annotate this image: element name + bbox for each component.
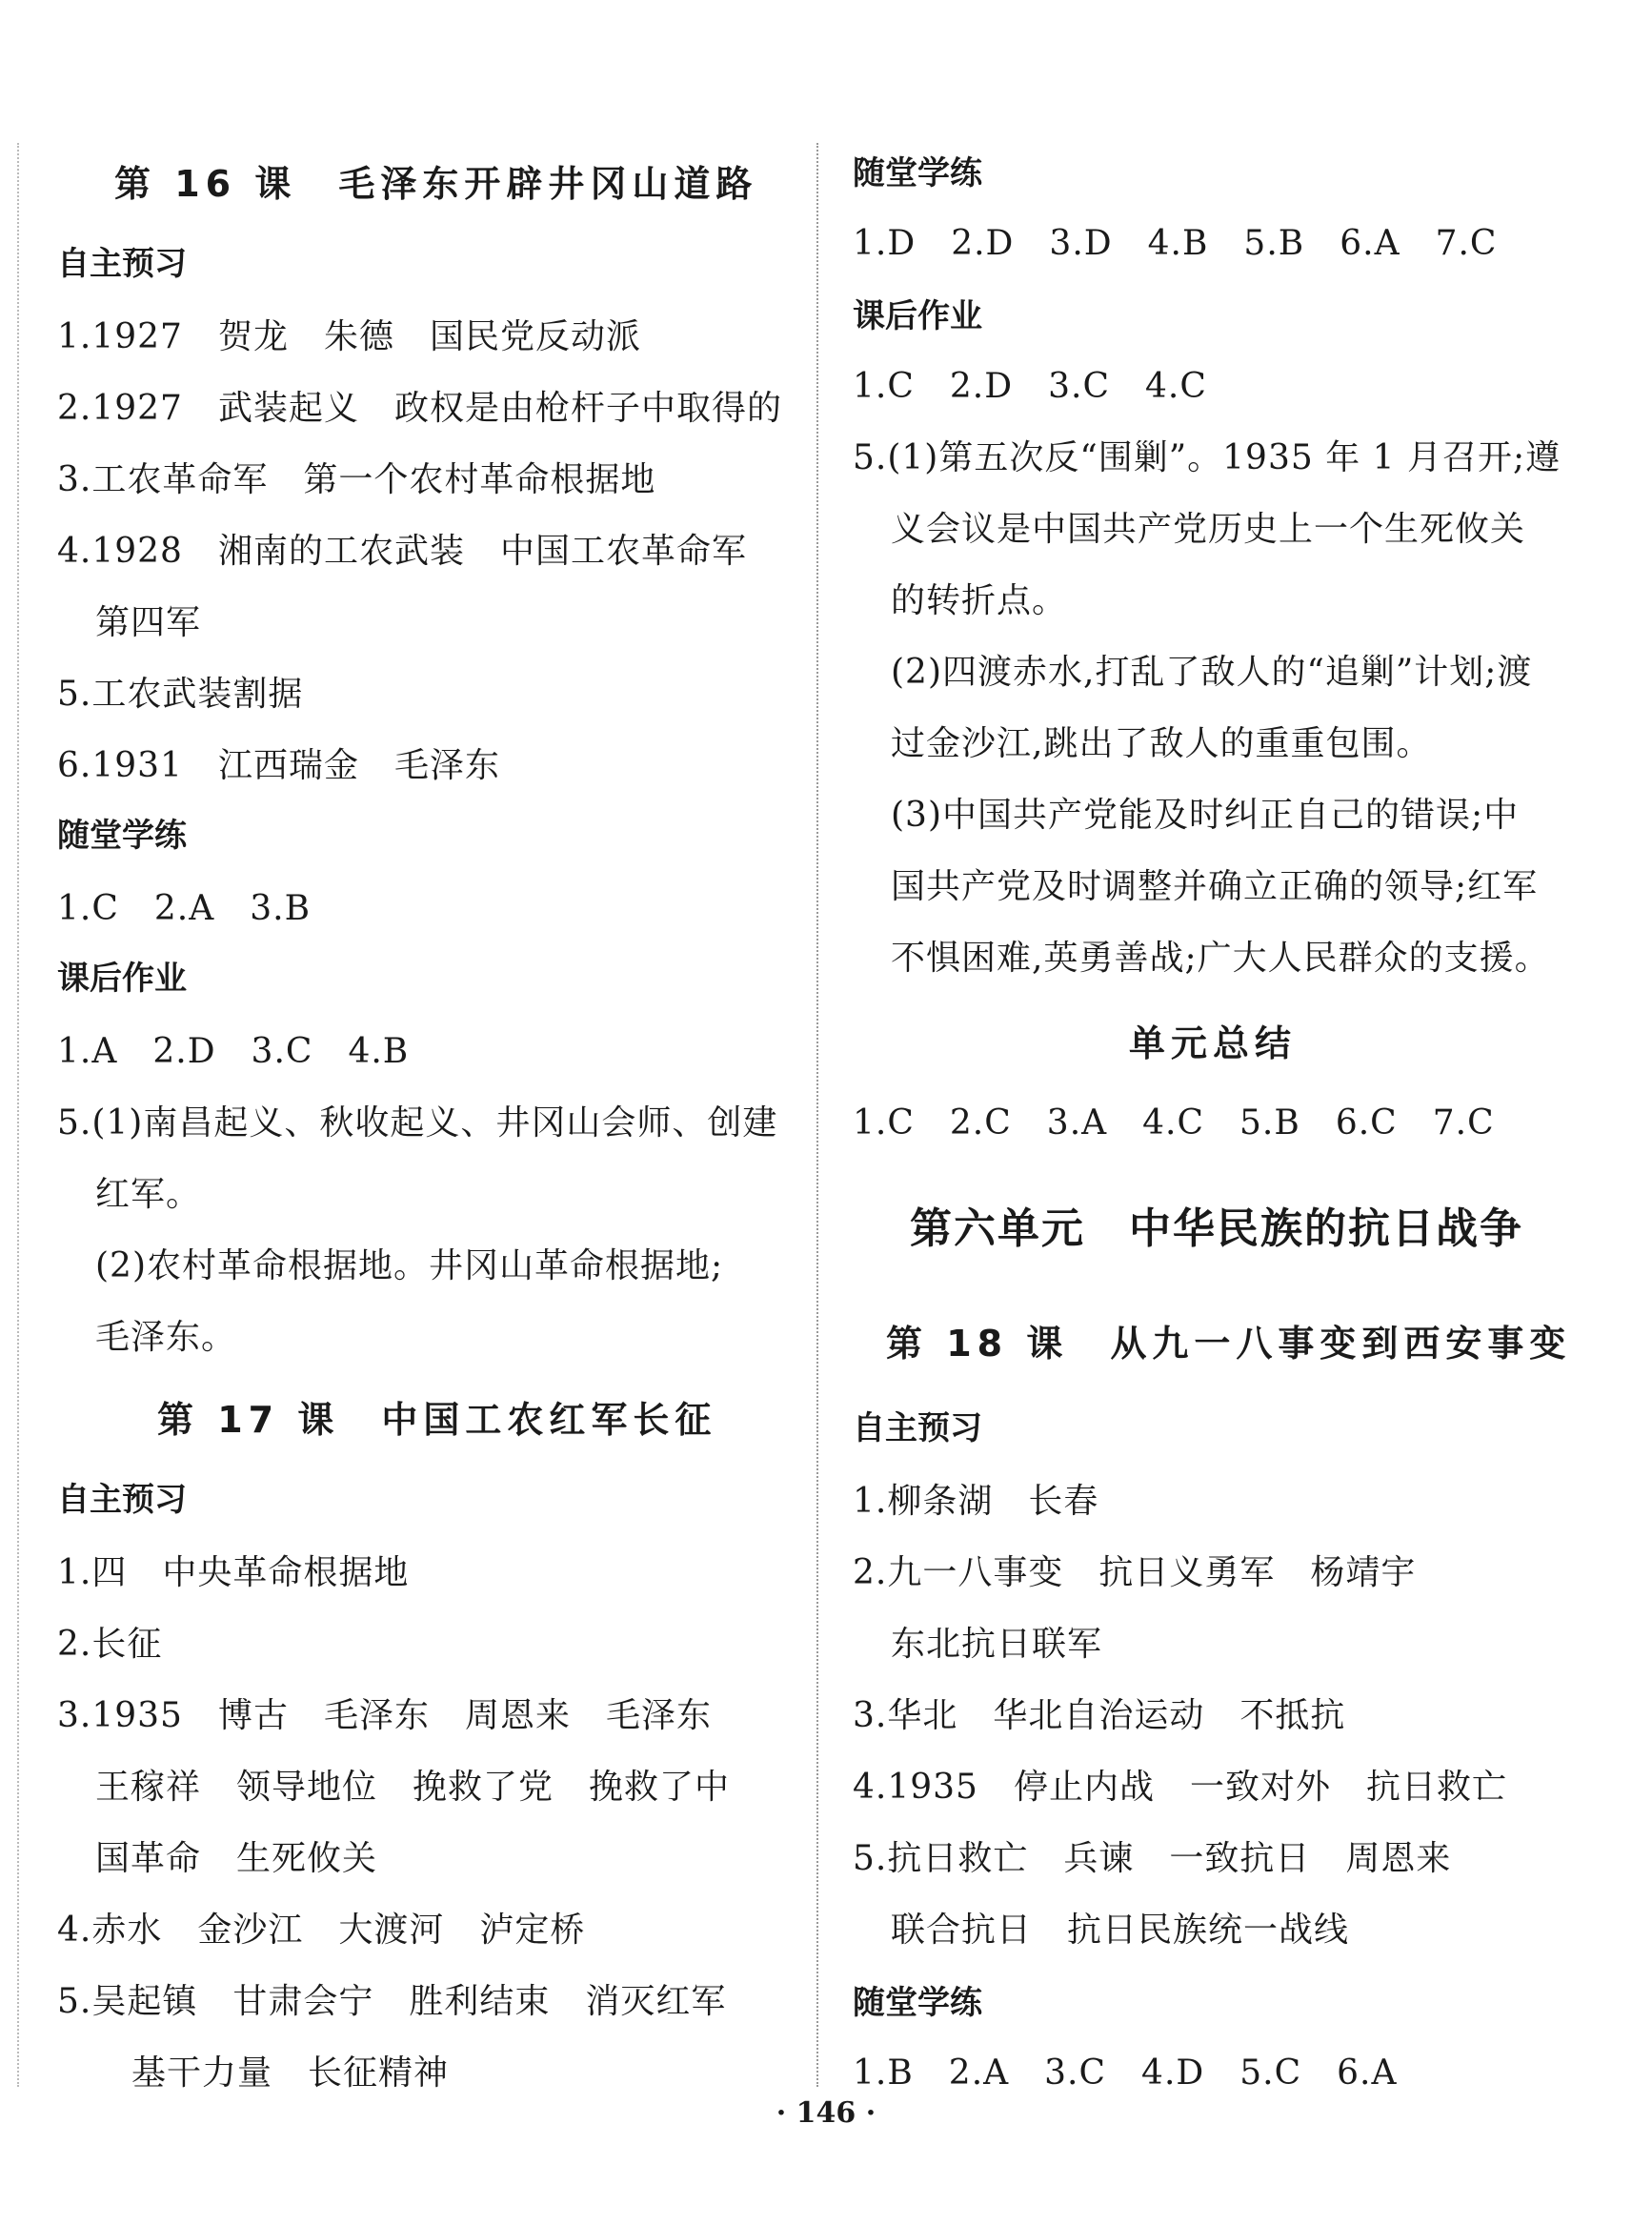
unit-summary-title: 单元总结 xyxy=(1129,1022,1298,1064)
answer-line: 1.1927 贺龙 朱德 国民党反动派 xyxy=(57,317,641,356)
column-divider xyxy=(816,143,818,2087)
answer-line: 1.C 2.C 3.A 4.C 5.B 6.C 7.C xyxy=(853,1103,1495,1143)
section-heading: 随堂学练 xyxy=(57,817,187,855)
section-heading: 随堂学练 xyxy=(853,1984,982,2022)
answer-line: 2.1927 武装起义 政权是由枪杆子中取得的 xyxy=(57,389,782,428)
answer-line: 1.四 中央革命根据地 xyxy=(57,1553,410,1592)
answer-line: 1.C 2.A 3.B xyxy=(57,889,312,928)
answer-line: 3.工农革命军 第一个农村革命根据地 xyxy=(57,460,656,499)
answer-line: 5.(1)南昌起义、秋收起义、井冈山会师、创建 xyxy=(57,1103,778,1143)
answer-line: 4.1935 停止内战 一致对外 抗日救亡 xyxy=(853,1768,1507,1807)
section-heading: 课后作业 xyxy=(57,960,187,998)
answer-line: 5.抗日救亡 兵谏 一致抗日 周恩来 xyxy=(853,1839,1452,1878)
answer-line: (2)农村革命根据地。井冈山革命根据地; xyxy=(95,1246,724,1285)
section-heading: 随堂学练 xyxy=(853,154,982,192)
answer-line: 4.1928 湘南的工农武装 中国工农革命军 xyxy=(57,532,747,571)
answer-line: 国共产党及时调整并确立正确的领导;红军 xyxy=(891,867,1539,906)
answer-line: 基干力量 长征精神 xyxy=(131,2053,450,2093)
answer-line: 3.1935 博古 毛泽东 周恩来 毛泽东 xyxy=(57,1696,712,1735)
lesson-18-title: 第 18 课 从九一八事变到西安事变 xyxy=(886,1323,1572,1365)
answer-line: 第四军 xyxy=(95,603,202,642)
page-number: · 146 · xyxy=(776,2096,876,2130)
answer-line: 不惧困难,英勇善战;广大人民群众的支援。 xyxy=(891,939,1550,978)
answer-line: 义会议是中国共产党历史上一个生死攸关 xyxy=(891,510,1526,549)
answer-line: 1.C 2.D 3.C 4.C xyxy=(853,367,1207,406)
answer-line: 红军。 xyxy=(95,1175,202,1214)
answer-line: 5.吴起镇 甘肃会宁 胜利结束 消灭红军 xyxy=(57,1982,727,2021)
answer-line: 1.B 2.A 3.C 4.D 5.C 6.A xyxy=(853,2053,1398,2093)
left-margin-line xyxy=(17,143,19,2087)
section-heading: 自主预习 xyxy=(57,1481,187,1519)
answer-line: 4.赤水 金沙江 大渡河 泸定桥 xyxy=(57,1911,586,1950)
lesson-16-title: 第 16 课 毛泽东开辟井冈山道路 xyxy=(114,163,758,205)
answer-line: 东北抗日联军 xyxy=(891,1625,1103,1664)
section-heading: 自主预习 xyxy=(853,1409,982,1447)
answer-line: 2.九一八事变 抗日义勇军 杨靖宇 xyxy=(853,1553,1417,1592)
answer-line: 1.柳条湖 长春 xyxy=(853,1482,1099,1521)
answer-line: 王稼祥 领导地位 挽救了党 挽救了中 xyxy=(95,1768,731,1807)
answer-line: (2)四渡赤水,打乱了敌人的“追剿”计划;渡 xyxy=(891,653,1533,692)
section-heading: 课后作业 xyxy=(853,297,982,335)
answer-line: 5.(1)第五次反“围剿”。1935 年 1 月召开;遵 xyxy=(853,438,1561,477)
answer-line: 国革命 生死攸关 xyxy=(95,1839,378,1878)
answer-line: 毛泽东。 xyxy=(95,1318,237,1357)
answer-line: (3)中国共产党能及时纠正自己的错误;中 xyxy=(891,796,1520,835)
answer-line: 1.D 2.D 3.D 4.B 5.B 6.A 7.C xyxy=(853,224,1498,263)
answer-line: 3.华北 华北自治运动 不抵抗 xyxy=(853,1696,1346,1735)
answer-line: 5.工农武装割据 xyxy=(57,675,304,714)
answer-line: 的转折点。 xyxy=(891,581,1068,620)
lesson-17-title: 第 17 课 中国工农红军长征 xyxy=(157,1399,717,1441)
answer-line: 联合抗日 抗日民族统一战线 xyxy=(891,1911,1350,1950)
answer-line: 6.1931 江西瑞金 毛泽东 xyxy=(57,746,500,785)
answer-line: 过金沙江,跳出了敌人的重重包围。 xyxy=(891,724,1432,763)
answer-line: 1.A 2.D 3.C 4.B xyxy=(57,1032,410,1071)
answer-line: 2.长征 xyxy=(57,1625,163,1664)
unit-6-title: 第六单元 中华民族的抗日战争 xyxy=(910,1204,1523,1253)
section-heading: 自主预习 xyxy=(57,245,187,283)
